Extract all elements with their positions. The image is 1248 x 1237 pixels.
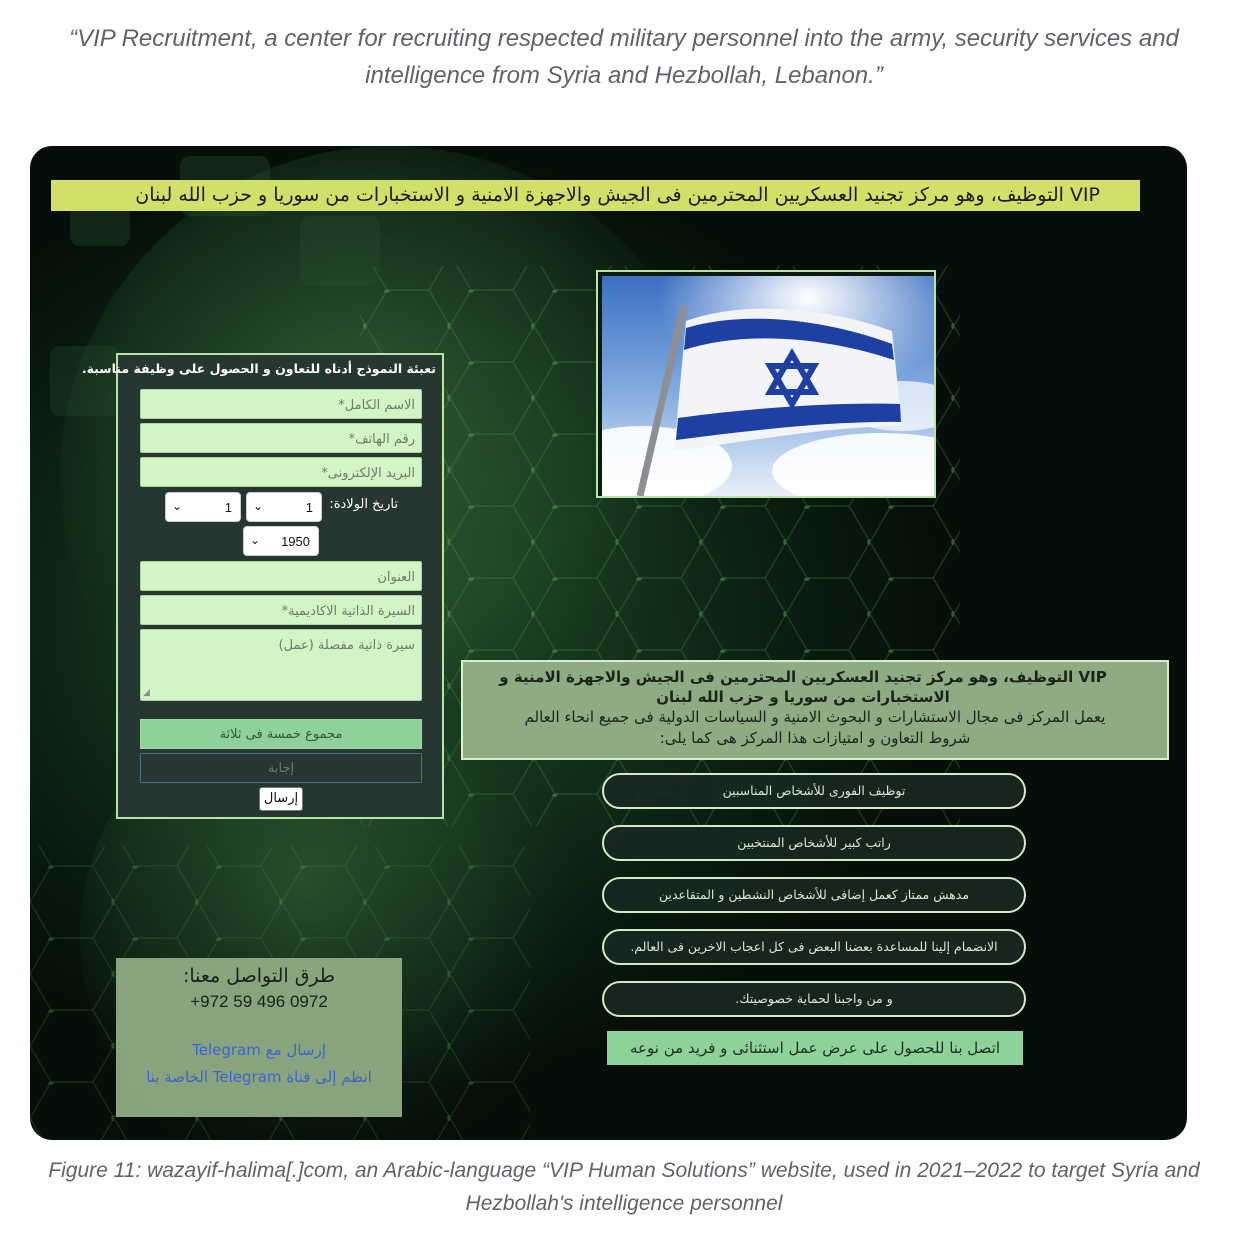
birth-month-value: 1 [224, 500, 232, 515]
contact-phone: +972 59 496 0972 [190, 992, 328, 1011]
about-description: يعمل المركز فى مجال الاستشارات و البحوث الامنية و السياسات الدولية فى جميع انحاء العالم [524, 708, 1106, 726]
submit-button[interactable]: إرسال [259, 787, 303, 811]
telegram-message-link[interactable]: إرسال مع Telegram [192, 1041, 326, 1059]
benefit-item: مدهش ممتاز كعمل إضافى للأشخاص النشطين و المتقاعدين [602, 877, 1026, 913]
benefit-item: راتب كبير للأشخاص المنتخبين [602, 825, 1026, 861]
form-title: تعبئة النموذج أدناه للتعاون و الحصول على وظيفة مناسبة. [81, 361, 436, 376]
website-screenshot [30, 146, 1187, 1140]
chevron-down-icon: ⌄ [253, 499, 264, 513]
telegram-channel-link[interactable]: انظم إلى قناة Telegram الخاصة بنا [146, 1068, 372, 1086]
about-panel [461, 660, 1169, 760]
contact-heading: طرق التواصل معنا: [182, 965, 336, 987]
recruitment-form [81, 353, 444, 819]
about-conditions: شروط التعاون و امتيازات هذا المركز هى كما يلى: [659, 729, 971, 747]
detailed-cv-textarea[interactable] [140, 629, 422, 701]
email-input[interactable]: البريد الإلكترونى* [140, 457, 422, 487]
captcha-answer-input[interactable]: إجابة [140, 753, 422, 783]
birth-date-label: تاريخ الولادة: [329, 497, 398, 512]
figure-quote-caption: “VIP Recruitment, a center for recruiting respected military personnel into the army, security services and intelligence from Syria and Hezbollah, Lebanon.” [69, 25, 1179, 89]
birth-month-select[interactable] [165, 492, 241, 522]
birth-year-value: 1950 [281, 534, 310, 549]
phone-input[interactable]: رقم الهاتف* [140, 423, 422, 453]
birth-day-value: 1 [305, 500, 313, 515]
captcha-question: مجموع خمسة فى ثلاثة [140, 719, 422, 749]
benefit-item: توظيف الفورى للأشخاص المناسبين [602, 773, 1026, 809]
benefit-item: و من واجبنا لحماية خصوصيتك. [602, 981, 1026, 1017]
address-input[interactable]: العنوان [140, 561, 422, 591]
chevron-down-icon: ⌄ [172, 499, 183, 513]
contact-us-cta[interactable]: اتصل بنا للحصول على عرض عمل استثنائى و فريد من نوعه [607, 1031, 1023, 1065]
about-heading: VIP التوظيف، وهو مركز تجنيد العسكريين المحترمين فى الجيش والاجهزة الامنية و الاستخبارات من سوريا و حزب الله لبنان [499, 668, 1107, 706]
israeli-flag-image [602, 276, 934, 496]
flag-image-frame [596, 270, 936, 498]
birth-day-select[interactable] [246, 492, 322, 522]
academic-cv-input[interactable]: السيرة الذاتية الاكاديمية* [140, 595, 422, 625]
site-header-banner: VIP التوظيف، وهو مركز تجنيد العسكريين المحترمين فى الجيش والاجهزة الامنية و الاستخبارات من سوريا و حزب الله لبنان [51, 180, 1140, 211]
full-name-input[interactable]: الاسم الكامل* [140, 389, 422, 419]
figure-caption: Figure 11: wazayif-halima[.]com, an Arabic-language “VIP Human Solutions” website, used in 2021–2022 to target Syria and Hezbollah's intelligence personnel [48, 1159, 1200, 1215]
chevron-down-icon: ⌄ [250, 533, 261, 547]
benefit-item: الانضمام إلينا للمساعدة بعضنا البعض فى كل اعجاب الاخرين فى العالم. [602, 929, 1026, 965]
resize-grip-icon[interactable]: ◢ [143, 688, 150, 698]
contact-panel [116, 958, 402, 1117]
birth-year-select[interactable] [243, 526, 319, 556]
detailed-cv-placeholder: سيرة ذاتية مفصلة (عمل) [278, 638, 415, 653]
